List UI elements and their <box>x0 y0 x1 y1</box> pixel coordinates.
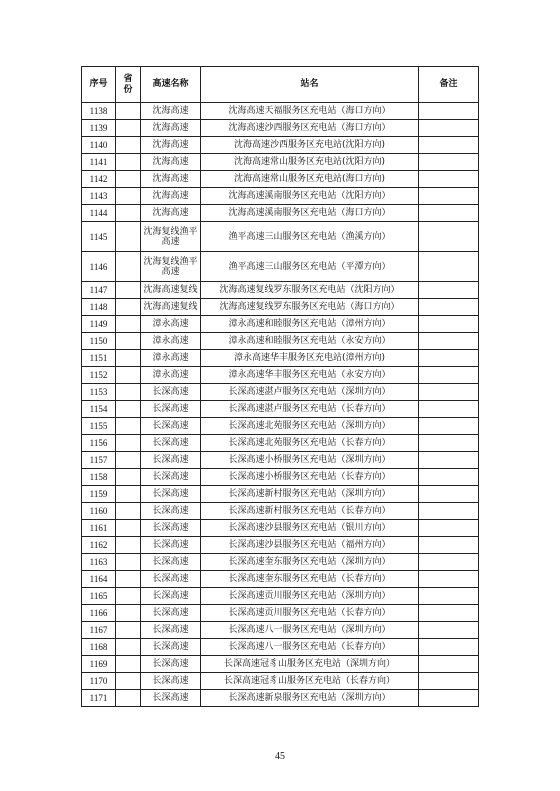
row-number: 1147 <box>82 282 116 299</box>
row-remark <box>419 588 479 605</box>
row-remark <box>419 154 479 171</box>
row-station: 沈海高速复线罗东服务区充电站（海口方向） <box>201 299 419 316</box>
row-station: 沈海高速常山服务区充电站(沈阳方向) <box>201 154 419 171</box>
row-remark <box>419 188 479 205</box>
row-remark <box>419 120 479 137</box>
table-body <box>82 103 479 707</box>
table-row <box>82 333 479 350</box>
row-number: 1168 <box>82 639 116 656</box>
table-row <box>82 571 479 588</box>
row-province <box>116 656 141 673</box>
row-province <box>116 435 141 452</box>
row-remark <box>419 486 479 503</box>
row-number: 1146 <box>82 252 116 282</box>
row-number: 1140 <box>82 137 116 154</box>
row-remark <box>419 350 479 367</box>
row-station: 长深高速小桥服务区充电站（长春方向） <box>201 469 419 486</box>
table-row <box>82 639 479 656</box>
row-remark <box>419 554 479 571</box>
row-province <box>116 503 141 520</box>
table-row <box>82 205 479 222</box>
row-remark <box>419 401 479 418</box>
row-station: 长深高速湛卢服务区充电站（长春方向） <box>201 401 419 418</box>
row-highway: 长深高速 <box>141 622 201 639</box>
row-highway: 长深高速 <box>141 503 201 520</box>
row-highway: 长深高速 <box>141 656 201 673</box>
row-remark <box>419 299 479 316</box>
row-province <box>116 639 141 656</box>
row-highway: 沈海高速 <box>141 103 201 120</box>
table-row <box>82 384 479 401</box>
row-remark <box>419 137 479 154</box>
row-remark <box>419 690 479 707</box>
row-station: 渔平高速三山服务区充电站（渔溪方向） <box>201 222 419 252</box>
row-province <box>116 188 141 205</box>
row-highway: 长深高速 <box>141 537 201 554</box>
row-province <box>116 137 141 154</box>
row-highway: 长深高速 <box>141 469 201 486</box>
table-row <box>82 520 479 537</box>
table-row <box>82 469 479 486</box>
row-number: 1171 <box>82 690 116 707</box>
row-highway: 长深高速 <box>141 418 201 435</box>
table-row <box>82 252 479 282</box>
row-station: 长深高速八一服务区充电站（长春方向） <box>201 639 419 656</box>
row-province <box>116 154 141 171</box>
row-station: 长深高速北苑服务区充电站（深圳方向） <box>201 418 419 435</box>
row-highway: 漳永高速 <box>141 367 201 384</box>
table-row <box>82 673 479 690</box>
row-province <box>116 316 141 333</box>
row-province <box>116 282 141 299</box>
row-remark <box>419 205 479 222</box>
row-highway: 沈海高速复线 <box>141 282 201 299</box>
row-station: 漳永高速和睦服务区充电站（永安方向） <box>201 333 419 350</box>
row-station: 漳永高速华丰服务区充电站（永安方向） <box>201 367 419 384</box>
row-province <box>116 605 141 622</box>
row-highway: 长深高速 <box>141 571 201 588</box>
row-remark <box>419 418 479 435</box>
row-highway: 长深高速 <box>141 673 201 690</box>
row-number: 1161 <box>82 520 116 537</box>
row-highway: 沈海高速复线 <box>141 299 201 316</box>
row-number: 1167 <box>82 622 116 639</box>
row-station: 长深高速沙县服务区充电站（福州方向） <box>201 537 419 554</box>
row-station: 沈海高速常山服务区充电站(海口方向) <box>201 171 419 188</box>
row-number: 1157 <box>82 452 116 469</box>
row-station: 沈海高速复线罗东服务区充电站（沈阳方向） <box>201 282 419 299</box>
row-highway: 长深高速 <box>141 690 201 707</box>
header-seq: 序号 <box>82 67 116 103</box>
row-remark <box>419 537 479 554</box>
row-province <box>116 401 141 418</box>
row-highway: 长深高速 <box>141 401 201 418</box>
row-highway: 沈海高速 <box>141 205 201 222</box>
row-province <box>116 554 141 571</box>
table-row <box>82 690 479 707</box>
row-highway: 漳永高速 <box>141 316 201 333</box>
row-station: 长深高速新村服务区充电站（深圳方向） <box>201 486 419 503</box>
row-province <box>116 690 141 707</box>
row-province <box>116 252 141 282</box>
header-remark: 备注 <box>419 67 479 103</box>
charging-station-table <box>81 66 479 707</box>
row-province <box>116 537 141 554</box>
row-remark <box>419 520 479 537</box>
row-number: 1156 <box>82 435 116 452</box>
row-station: 沈海高速沙西服务区充电站(沈阳方向) <box>201 137 419 154</box>
row-highway: 长深高速 <box>141 588 201 605</box>
row-province <box>116 571 141 588</box>
row-remark <box>419 503 479 520</box>
row-highway: 沈海高速 <box>141 137 201 154</box>
row-province <box>116 452 141 469</box>
row-remark <box>419 435 479 452</box>
row-number: 1138 <box>82 103 116 120</box>
row-highway: 长深高速 <box>141 554 201 571</box>
row-station: 长深高速小桥服务区充电站（深圳方向） <box>201 452 419 469</box>
row-number: 1144 <box>82 205 116 222</box>
table-row <box>82 299 479 316</box>
row-number: 1166 <box>82 605 116 622</box>
table-row <box>82 350 479 367</box>
row-province <box>116 673 141 690</box>
row-station: 长深高速冠豸山服务区充电站（深圳方向） <box>201 656 419 673</box>
table-header-row <box>82 67 479 103</box>
row-remark <box>419 222 479 252</box>
row-province <box>116 486 141 503</box>
row-remark <box>419 252 479 282</box>
row-highway: 长深高速 <box>141 452 201 469</box>
row-number: 1153 <box>82 384 116 401</box>
row-highway: 沈海高速 <box>141 120 201 137</box>
row-remark <box>419 333 479 350</box>
row-remark <box>419 673 479 690</box>
row-number: 1159 <box>82 486 116 503</box>
row-highway: 漳永高速 <box>141 333 201 350</box>
table-row <box>82 486 479 503</box>
row-station: 长深高速湛卢服务区充电站（深圳方向） <box>201 384 419 401</box>
table-row <box>82 537 479 554</box>
page-number: 45 <box>275 751 285 762</box>
row-province <box>116 171 141 188</box>
table-row <box>82 656 479 673</box>
row-number: 1158 <box>82 469 116 486</box>
table-row <box>82 120 479 137</box>
row-number: 1154 <box>82 401 116 418</box>
row-number: 1164 <box>82 571 116 588</box>
row-number: 1169 <box>82 656 116 673</box>
row-number: 1145 <box>82 222 116 252</box>
table-row <box>82 622 479 639</box>
row-remark <box>419 384 479 401</box>
row-highway: 长深高速 <box>141 639 201 656</box>
row-remark <box>419 605 479 622</box>
row-province <box>116 384 141 401</box>
row-highway: 长深高速 <box>141 520 201 537</box>
row-province <box>116 299 141 316</box>
row-province <box>116 588 141 605</box>
row-remark <box>419 571 479 588</box>
row-highway: 沈海复线渔平高速 <box>141 222 201 252</box>
row-station: 长深高速奎东服务区充电站（长春方向） <box>201 571 419 588</box>
table-row <box>82 282 479 299</box>
row-number: 1142 <box>82 171 116 188</box>
row-remark <box>419 282 479 299</box>
row-highway: 沈海高速 <box>141 154 201 171</box>
table-row <box>82 452 479 469</box>
row-number: 1152 <box>82 367 116 384</box>
row-station: 长深高速北苑服务区充电站（长春方向） <box>201 435 419 452</box>
row-highway: 长深高速 <box>141 435 201 452</box>
row-remark <box>419 622 479 639</box>
row-number: 1162 <box>82 537 116 554</box>
row-province <box>116 469 141 486</box>
table-row <box>82 316 479 333</box>
row-province <box>116 103 141 120</box>
table-row <box>82 154 479 171</box>
row-remark <box>419 639 479 656</box>
row-province <box>116 205 141 222</box>
row-remark <box>419 367 479 384</box>
row-highway: 漳永高速 <box>141 350 201 367</box>
row-station: 长深高速冠豸山服务区充电站（长春方向） <box>201 673 419 690</box>
table-row <box>82 401 479 418</box>
row-province <box>116 520 141 537</box>
row-highway: 长深高速 <box>141 605 201 622</box>
row-station: 长深高速新村服务区充电站（长春方向） <box>201 503 419 520</box>
row-province <box>116 120 141 137</box>
row-station: 沈海高速天福服务区充电站（海口方向） <box>201 103 419 120</box>
row-station: 长深高速贡川服务区充电站（长春方向） <box>201 605 419 622</box>
row-number: 1143 <box>82 188 116 205</box>
row-station: 渔平高速三山服务区充电站（平潭方向） <box>201 252 419 282</box>
row-station: 长深高速沙县服务区充电站（银川方向） <box>201 520 419 537</box>
table-row <box>82 588 479 605</box>
table-row <box>82 503 479 520</box>
table-row <box>82 367 479 384</box>
row-station: 沈海高速溪南服务区充电站（沈阳方向） <box>201 188 419 205</box>
row-station: 长深高速八一服务区充电站（深圳方向） <box>201 622 419 639</box>
row-number: 1165 <box>82 588 116 605</box>
row-remark <box>419 316 479 333</box>
header-province-text: 省份 <box>123 73 133 95</box>
row-province <box>116 418 141 435</box>
table-row <box>82 435 479 452</box>
table-row <box>82 137 479 154</box>
row-station: 长深高速贡川服务区充电站（深圳方向） <box>201 588 419 605</box>
table-row <box>82 103 479 120</box>
row-number: 1139 <box>82 120 116 137</box>
row-station: 漳永高速华丰服务区充电站(漳州方向) <box>201 350 419 367</box>
row-number: 1163 <box>82 554 116 571</box>
header-province <box>116 67 141 103</box>
row-remark <box>419 103 479 120</box>
row-province <box>116 350 141 367</box>
row-number: 1149 <box>82 316 116 333</box>
row-number: 1170 <box>82 673 116 690</box>
row-station: 长深高速奎东服务区充电站（深圳方向） <box>201 554 419 571</box>
row-remark <box>419 656 479 673</box>
row-province <box>116 367 141 384</box>
row-remark <box>419 469 479 486</box>
row-station: 沈海高速溪南服务区充电站（海口方向） <box>201 205 419 222</box>
row-highway: 沈海高速 <box>141 171 201 188</box>
row-highway: 长深高速 <box>141 486 201 503</box>
row-station: 沈海高速沙西服务区充电站（海口方向） <box>201 120 419 137</box>
table-row <box>82 605 479 622</box>
row-station: 长深高速新泉服务区充电站（深圳方向） <box>201 690 419 707</box>
table-row <box>82 554 479 571</box>
row-highway: 长深高速 <box>141 384 201 401</box>
table-row <box>82 171 479 188</box>
row-number: 1151 <box>82 350 116 367</box>
row-province <box>116 222 141 252</box>
table-row <box>82 222 479 252</box>
row-number: 1160 <box>82 503 116 520</box>
row-remark <box>419 452 479 469</box>
row-province <box>116 622 141 639</box>
row-number: 1155 <box>82 418 116 435</box>
row-province <box>116 333 141 350</box>
table-row <box>82 418 479 435</box>
header-station: 站名 <box>201 67 419 103</box>
row-number: 1141 <box>82 154 116 171</box>
row-number: 1148 <box>82 299 116 316</box>
row-remark <box>419 171 479 188</box>
table-row <box>82 188 479 205</box>
row-highway: 沈海高速 <box>141 188 201 205</box>
row-station: 漳永高速和睦服务区充电站（漳州方向） <box>201 316 419 333</box>
row-number: 1150 <box>82 333 116 350</box>
header-highway: 高速名称 <box>141 67 201 103</box>
row-highway: 沈海复线渔平高速 <box>141 252 201 282</box>
